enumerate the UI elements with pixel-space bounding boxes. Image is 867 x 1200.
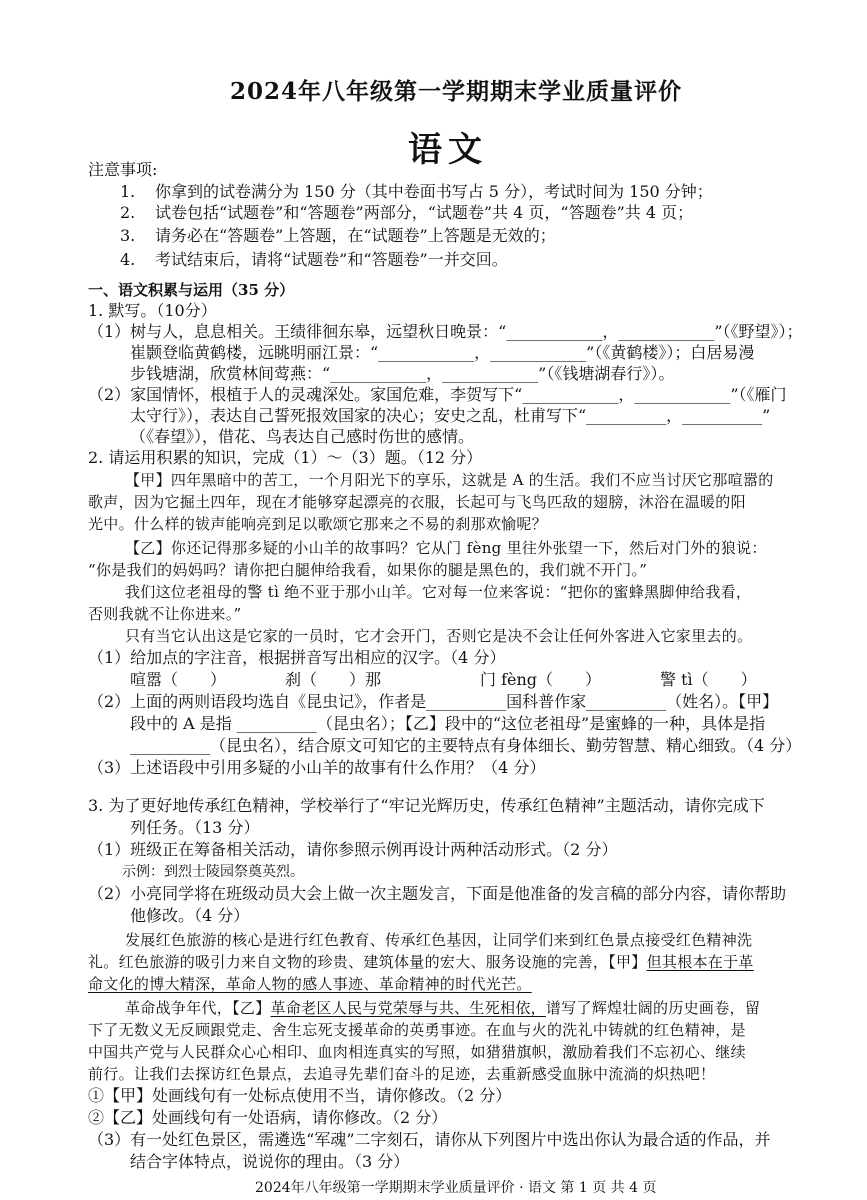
- q2-title: 2. 请运用积累的知识，完成（1）～（3）题。（12 分）: [88, 448, 483, 467]
- q1-title: 1. 默写。（10分）: [88, 301, 217, 320]
- underlined-sentence-jia-cont: 命文化的博大精深，革命人物的感人事迹、革命精神的时代光芒。: [88, 975, 532, 993]
- q2-sub2-line-2: 段中的 A 是指 __________（昆虫名）；【乙】段中的“这位老祖母”是蜜蜂的一种，具体是指: [130, 714, 766, 733]
- q3-title-1: 3. 为了更好地传承红色精神，学校举行了“牢记光辉历史，传承红色精神”主题活动，请你完成下: [88, 796, 765, 815]
- pinyin-item-4: 警 tì（ ）: [660, 670, 757, 689]
- q3-sub3-1: （3）有一处红色景区，需遴选“军魂”二字刻石，请你从下列图片中选出你认为最合适的作品，并: [88, 1130, 771, 1149]
- notice-num-3: 3.: [120, 226, 136, 245]
- subject-title: 语文: [408, 130, 488, 170]
- speech-line-6: 中国共产党与人民群众心心相印、血肉相连真实的写照，如猎猎旗帜，激励着我们不忘初心、继续: [88, 1043, 746, 1061]
- notice-item-4: 考试结束后，请将“试题卷”和“答题卷”一并交回。: [155, 250, 508, 269]
- q2-sub1: （1）给加点的字注音，根据拼音写出相应的汉字。（4 分）: [88, 648, 506, 667]
- q1-line-5: 太守行》），表达自己誓死报效国家的决心；安史之乱，杜甫写下“__________，__________”: [130, 406, 771, 425]
- q3-sub2-1: （2）小亮同学将在班级动员大会上做一次主题发言，下面是他准备的发言稿的部分内容，请你帮助: [88, 884, 787, 903]
- q1-line-4: （2）家国情怀，根植于人的灵魂深处。家国危难，李贺写下“____________，____________”（《雁门: [88, 385, 787, 404]
- q2-passage-4: 【乙】你还记得那多疑的小山羊的故事吗？它从门 fèng 里往外张望一下，然后对门外的狼说：: [125, 539, 767, 557]
- underlined-sentence-jia: 但其根本在于革: [646, 953, 754, 971]
- q3-example: 示例：到烈士陵园祭奠英烈。: [122, 864, 304, 880]
- page-footer: 2024年八年级第一学期期末学业质量评价 · 语文 第 1 页 共 4 页: [255, 1180, 657, 1196]
- pinyin-item-2: 刹（ ）那: [285, 670, 382, 689]
- notice-item-1: 你拿到的试卷满分为 150 分（其中卷面书写占 5 分），考试时间为 150 分钟；: [155, 182, 713, 201]
- q2-sub3: （3）上述语段中引用多疑的小山羊的故事有什么作用？（4 分）: [88, 758, 546, 777]
- q1-line-3: 步钱塘湖，欣赏林间莺燕：“____________，____________”（《钱塘湖春行》）。: [130, 364, 675, 383]
- q2-passage-5: “你是我们的妈妈吗？请你把白腿伸给我看，如果你的腿是黑色的，我们就不开门。”: [88, 561, 648, 579]
- q2-passage-1: 【甲】四年黑暗中的苦工，一个月阳光下的享乐，这就是 A 的生活。我们不应当讨厌它那喧嚣的: [125, 471, 774, 489]
- q3-sub2-2: 他修改。（4 分）: [130, 906, 250, 925]
- speech-line-7: 前行。让我们去探访红色景点，去追寻先辈们奋斗的足迹，去重新感受血脉中流淌的炽热吧！: [88, 1065, 716, 1083]
- q2-passage-7: 否则我就不让你进来。”: [88, 605, 242, 623]
- notice-heading: 注意事项:: [88, 160, 158, 179]
- q3-question-b: ②【乙】处画线句有一处语病，请你修改。（2 分）: [88, 1108, 448, 1127]
- exam-title: 2024年八年级第一学期期末学业质量评价: [230, 78, 683, 105]
- speech-text: 谱写了辉煌壮阔的历史画卷，留: [545, 999, 761, 1017]
- speech-line-2: [88, 952, 754, 972]
- notice-num-2: 2.: [120, 203, 136, 222]
- q3-sub1: （1）班级正在筹备相关活动，请你参照示例再设计两种活动形式。（2 分）: [88, 840, 618, 859]
- q2-passage-6: 我们这位老祖母的警 tì 绝不亚于那小山羊。它对每一位来客说：“把你的蜜蜂黑脚伸给我看，: [125, 583, 752, 601]
- q1-line-2: 崔颢登临黄鹤楼，远眺明丽江景：“____________，____________”（《黄鹤楼》）；白居易漫: [130, 343, 755, 362]
- q2-sub2-line-3: __________（昆虫名），结合原文可知它的主要特点有身体细长、勤劳智慧、精心细致。（4 分）: [130, 736, 802, 755]
- notice-num-1: 1.: [120, 182, 136, 201]
- underlined-sentence-yi: 革命老区人民与党荣辱与共、生死相依，: [270, 999, 546, 1017]
- speech-line-1: 发展红色旅游的核心是进行红色教育、传承红色基因，让同学们来到红色景点接受红色精神洗: [125, 931, 753, 949]
- q1-line-1: （1）树与人，息息相关。王绩徘徊东皋，远望秋日晚景：“____________，____________”（《野望》）；: [88, 322, 803, 341]
- speech-line-5: 下了无数义无反顾跟党走、舍生忘死支援革命的英勇事迹。在血与火的洗礼中铸就的红色精神，是: [88, 1021, 746, 1039]
- pinyin-item-1: 喧嚣（ ）: [130, 670, 227, 689]
- q2-passage-8: 只有当它认出这是它家的一员时，它才会开门，否则它是决不会让任何外客进入它家里去的。: [125, 627, 753, 645]
- q2-sub2-line-1: （2）上面的两则语段均选自《昆虫记》，作者是__________国科普作家__________（姓名）。【甲】: [88, 692, 779, 711]
- q1-line-6: （《春望》），借花、鸟表达自己感时伤世的感情。: [130, 427, 475, 446]
- q2-passage-3: 光中。什么样的钹声能响亮到足以歌颂它那来之不易的刹那欢愉呢？: [88, 515, 548, 533]
- notice-item-2: 试卷包括“试题卷”和“答题卷”两部分，“试题卷”共 4 页，“答题卷”共 4 页；: [155, 203, 694, 222]
- speech-text: 礼。红色旅游的吸引力来自文物的珍贵、建筑体量的宏大、服务设施的完善，【甲】: [88, 953, 647, 971]
- notice-num-4: 4.: [120, 250, 136, 269]
- q3-title-2: 列任务。（13 分）: [130, 818, 260, 837]
- q2-passage-2: 歌声，因为它掘土四年，现在才能够穿起漂亮的衣服，长起可与飞鸟匹敌的翅膀，沐浴在温暖的阳: [88, 493, 746, 511]
- speech-line-4: [125, 998, 760, 1018]
- section-heading: 一、语文积累与运用（35 分）: [88, 281, 295, 299]
- notice-item-3: 请务必在“答题卷”上答题，在“试题卷”上答题是无效的；: [155, 226, 556, 245]
- q3-question-a: ①【甲】处画线句有一处标点使用不当，请你修改。（2 分）: [88, 1086, 512, 1105]
- speech-text: 革命战争年代，【乙】: [125, 999, 271, 1017]
- q3-sub3-2: 结合字体特点，说说你的理由。（3 分）: [130, 1152, 410, 1171]
- pinyin-item-3: 门 fèng（ ）: [480, 670, 602, 689]
